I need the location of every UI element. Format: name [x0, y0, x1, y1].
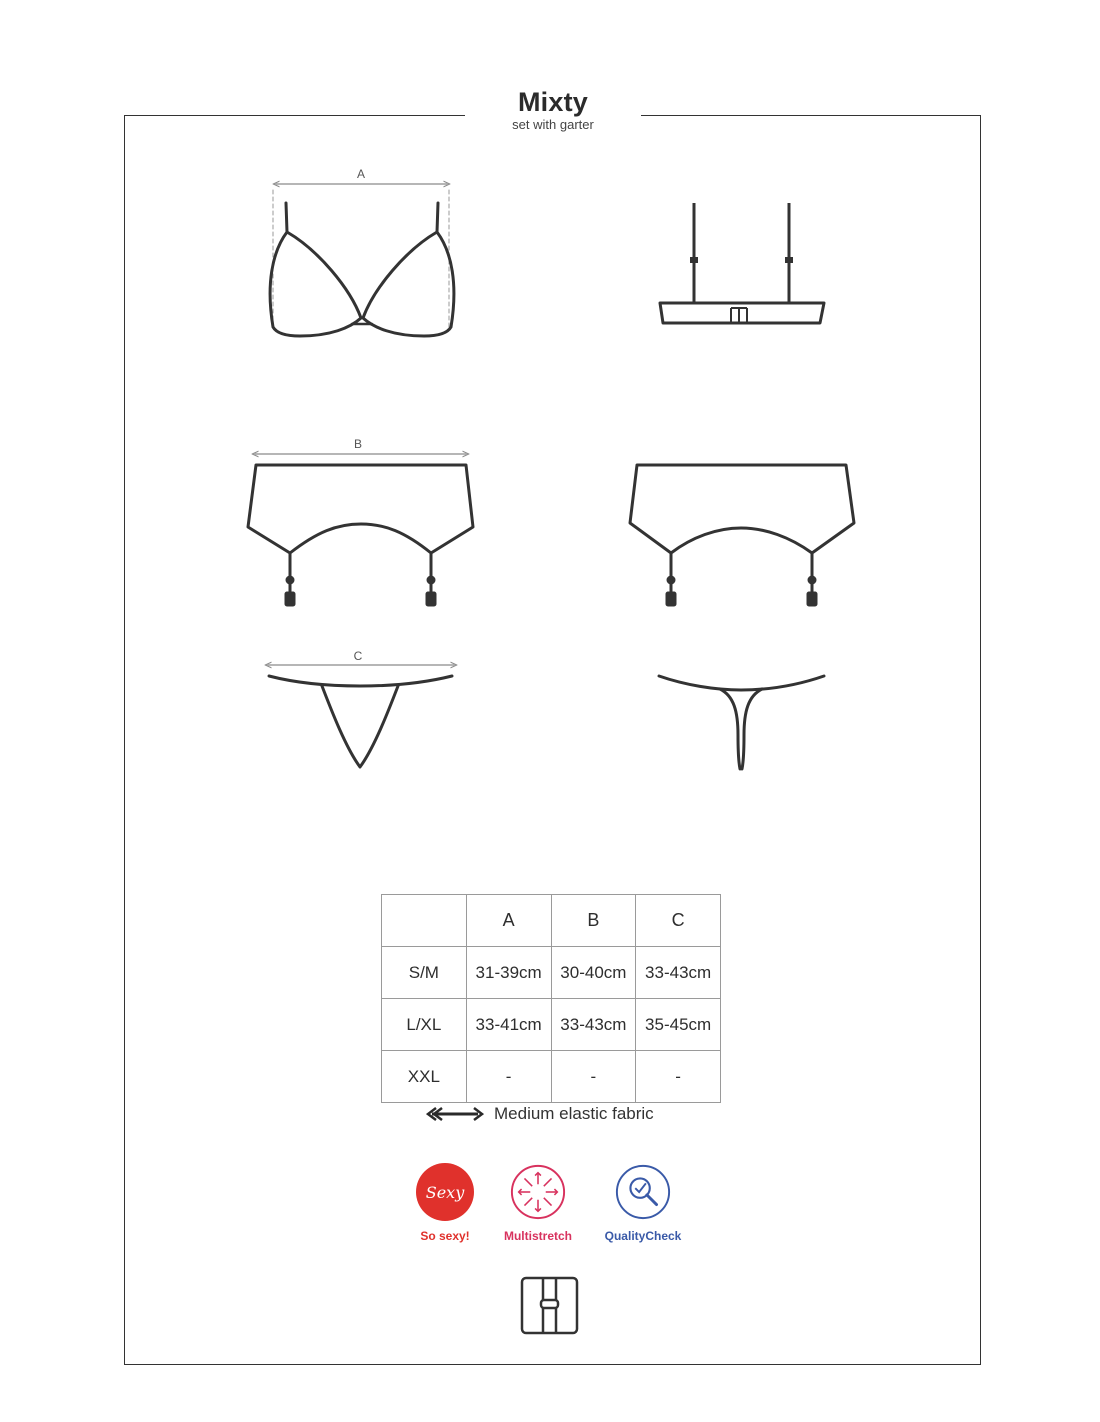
dimension-c-label: C [353, 649, 363, 663]
table-row [382, 1051, 721, 1103]
header-cell-a: A [466, 895, 551, 947]
badge-quality-check [593, 1163, 693, 1243]
fabric-info [426, 1102, 654, 1126]
table-row [382, 999, 721, 1051]
care-instruction-icon [520, 1276, 580, 1336]
size-cell: L/XL [382, 999, 467, 1051]
size-cell: XXL [382, 1051, 467, 1103]
value-cell: 30-40cm [551, 947, 636, 999]
dimension-a-label: A [356, 167, 366, 181]
value-cell: 33-41cm [466, 999, 551, 1051]
size-table-header-row [382, 895, 721, 947]
garter-front-drawing [248, 454, 473, 605]
bra-front-drawing [270, 184, 454, 336]
value-cell: - [636, 1051, 721, 1103]
value-cell: 33-43cm [636, 947, 721, 999]
product-title: Mixty [517, 87, 589, 117]
bra-back-drawing [660, 203, 824, 323]
badge-label: Multistretch [503, 1229, 572, 1243]
garter-back-drawing [630, 465, 854, 605]
header-cell-b: B [551, 895, 636, 947]
magnifier-check-icon [614, 1163, 672, 1221]
multistretch-icon [509, 1163, 567, 1221]
badge-so-sexy [395, 1163, 495, 1243]
product-subtitle: set with garter [512, 117, 594, 132]
value-cell: 31-39cm [466, 947, 551, 999]
sexy-icon: Sexy [416, 1163, 474, 1221]
header-cell-empty [382, 895, 467, 947]
feature-badges [400, 1163, 700, 1253]
thong-front-drawing [268, 665, 454, 767]
size-table [381, 894, 721, 1103]
badge-label: So sexy! [420, 1229, 470, 1243]
value-cell: 33-43cm [551, 999, 636, 1051]
size-cell: S/M [382, 947, 467, 999]
value-cell: - [551, 1051, 636, 1103]
fabric-label: Medium elastic fabric [494, 1104, 654, 1123]
value-cell: - [466, 1051, 551, 1103]
dimension-b-label: B [353, 437, 363, 451]
badge-multistretch [488, 1163, 588, 1243]
value-cell: 35-45cm [636, 999, 721, 1051]
header-cell-c: C [636, 895, 721, 947]
thong-back-drawing [659, 676, 824, 769]
table-row [382, 947, 721, 999]
double-arrow-icon [426, 1107, 484, 1121]
badge-label: QualityCheck [604, 1229, 682, 1243]
